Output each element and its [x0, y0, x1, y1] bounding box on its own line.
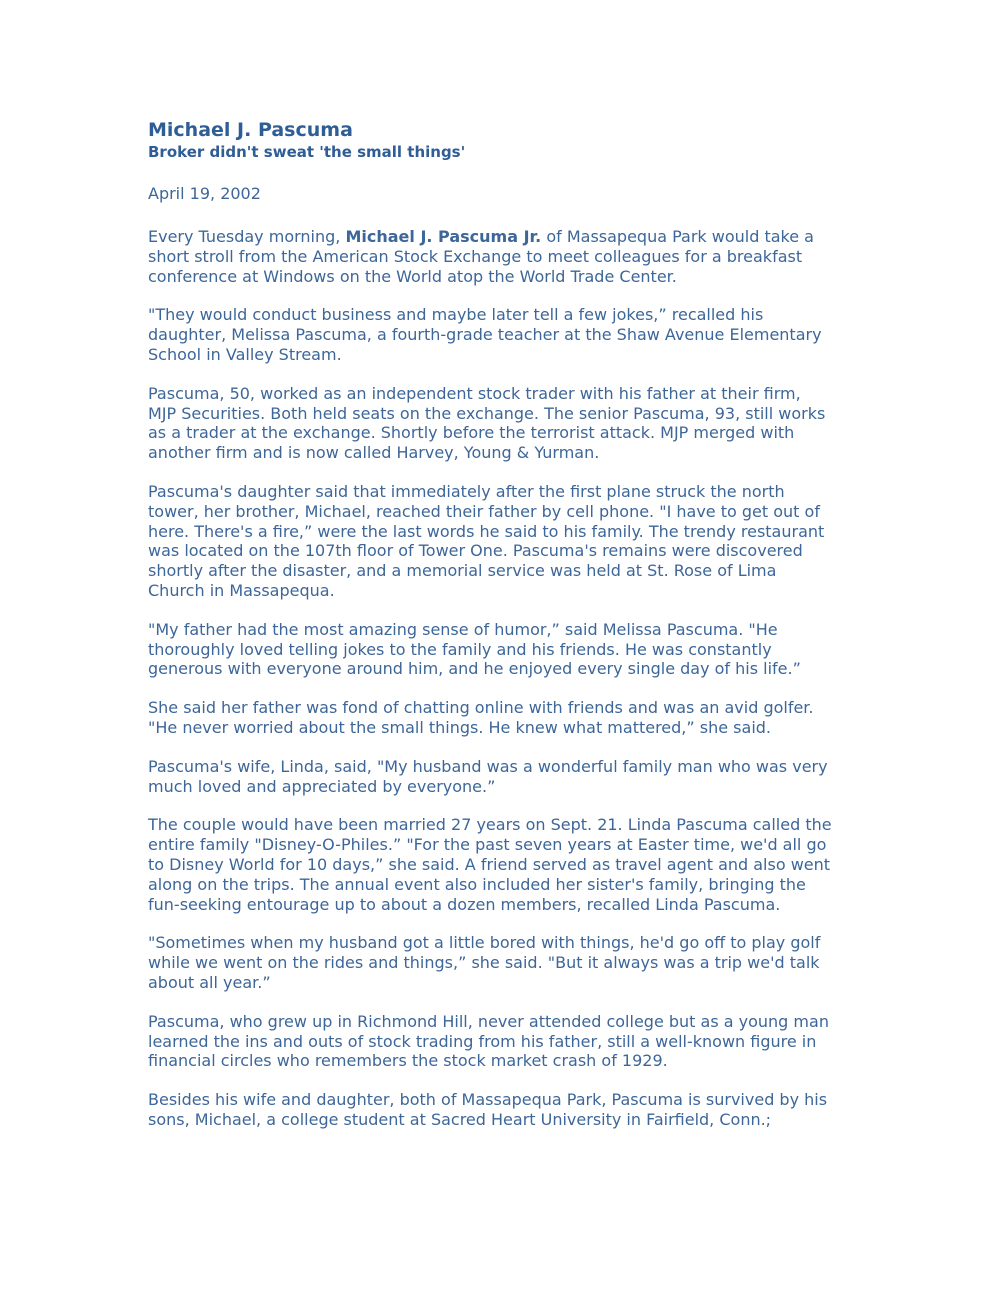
paragraph-6: [148, 698, 860, 738]
paragraph-line: conference at Windows on the World atop the World Trade Center.: [148, 266, 677, 286]
paragraph-line: sons, Michael, a college student at Sacred Heart University in Fairfield, Conn.;: [148, 1109, 772, 1129]
paragraph-line: another firm and is now called Harvey, Young & Yurman.: [148, 443, 600, 463]
paragraph-line: Besides his wife and daughter, both of Massapequa Park, Pascuma is survived by his: [148, 1090, 828, 1110]
article: [148, 118, 860, 1130]
paragraph-line: here. There's a fire,” were the last words he said to his family. The trendy restaurant: [148, 521, 825, 541]
paragraph-line: "Sometimes when my husband got a little bored with things, he'd go off to play golf: [148, 933, 821, 953]
article-title: Michael J. Pascuma: [148, 119, 353, 141]
paragraph-line: [148, 227, 860, 247]
text-run: Every Tuesday morning,: [148, 227, 346, 246]
paragraph-line: was located on the 107th floor of Tower One. Pascuma's remains were discovered: [148, 541, 803, 561]
text-run: of Massapequa Park would take a: [541, 227, 814, 246]
paragraph-line: Pascuma's daughter said that immediately after the first plane struck the north: [148, 481, 785, 501]
paragraph-line: to Disney World for 10 days,” she said. A friend served as travel agent and also went: [148, 854, 831, 874]
paragraph-1: [148, 227, 860, 286]
paragraph-line: She said her father was fond of chatting online with friends and was an avid golfer.: [148, 698, 814, 718]
paragraph-line: daughter, Melissa Pascuma, a fourth-grade teacher at the Shaw Avenue Elementary: [148, 325, 822, 345]
paragraph-line: as a trader at the exchange. Shortly before the terrorist attack. MJP merged with: [148, 423, 795, 443]
paragraph-line: much loved and appreciated by everyone.”: [148, 776, 496, 796]
paragraph-line: about all year.”: [148, 972, 271, 992]
paragraph-line: Pascuma, who grew up in Richmond Hill, never attended college but as a young man: [148, 1011, 829, 1031]
paragraph-9: [148, 933, 860, 992]
article-date: April 19, 2002: [148, 184, 261, 203]
paragraph-line: generous with everyone around him, and he enjoyed every single day of his life.”: [148, 659, 801, 679]
article-subtitle: Broker didn't sweat 'the small things': [148, 143, 466, 161]
paragraph-line: entire family "Disney-O-Philes.” "For the past seven years at Easter time, we'd all go: [148, 835, 827, 855]
paragraph-line: "He never worried about the small things. He knew what mattered,” she said.: [148, 717, 771, 737]
paragraph-8: [148, 815, 860, 914]
paragraph-line: School in Valley Stream.: [148, 344, 342, 364]
paragraph-11: [148, 1090, 860, 1130]
paragraph-2: [148, 305, 860, 364]
paragraph-line: MJP Securities. Both held seats on the exchange. The senior Pascuma, 93, still works: [148, 403, 826, 423]
paragraph-3: [148, 384, 860, 463]
paragraph-line: "They would conduct business and maybe later tell a few jokes,” recalled his: [148, 305, 764, 325]
paragraph-line: short stroll from the American Stock Exchange to meet colleagues for a breakfast: [148, 246, 803, 266]
paragraph-line: learned the ins and outs of stock trading from his father, still a well-known figure in: [148, 1031, 817, 1051]
paragraph-line: financial circles who remembers the stock market crash of 1929.: [148, 1051, 668, 1071]
paragraph-line: fun-seeking entourage up to about a dozen members, recalled Linda Pascuma.: [148, 894, 781, 914]
paragraph-10: [148, 1012, 860, 1071]
paragraph-5: [148, 620, 860, 679]
paragraph-line: thoroughly loved telling jokes to the family and his friends. He was constantly: [148, 639, 772, 659]
paragraph-line: Pascuma, 50, worked as an independent stock trader with his father at their firm,: [148, 383, 801, 403]
paragraph-line: while we went on the rides and things,” she said. "But it always was a trip we'd talk: [148, 953, 820, 973]
paragraph-line: tower, her brother, Michael, reached their father by cell phone. "I have to get out of: [148, 501, 820, 521]
paragraph-7: [148, 757, 860, 797]
paragraph-line: The couple would have been married 27 years on Sept. 21. Linda Pascuma called the: [148, 815, 832, 835]
paragraph-4: [148, 482, 860, 601]
paragraph-line: shortly after the disaster, and a memorial service was held at St. Rose of Lima: [148, 561, 777, 581]
paragraph-line: Church in Massapequa.: [148, 580, 335, 600]
paragraph-line: along on the trips. The annual event also included her sister's family, bringing the: [148, 874, 806, 894]
person-name: Michael J. Pascuma Jr.: [345, 227, 542, 246]
paragraph-line: Pascuma's wife, Linda, said, "My husband was a wonderful family man who was very: [148, 756, 828, 776]
paragraph-line: "My father had the most amazing sense of humor,” said Melissa Pascuma. "He: [148, 619, 778, 639]
